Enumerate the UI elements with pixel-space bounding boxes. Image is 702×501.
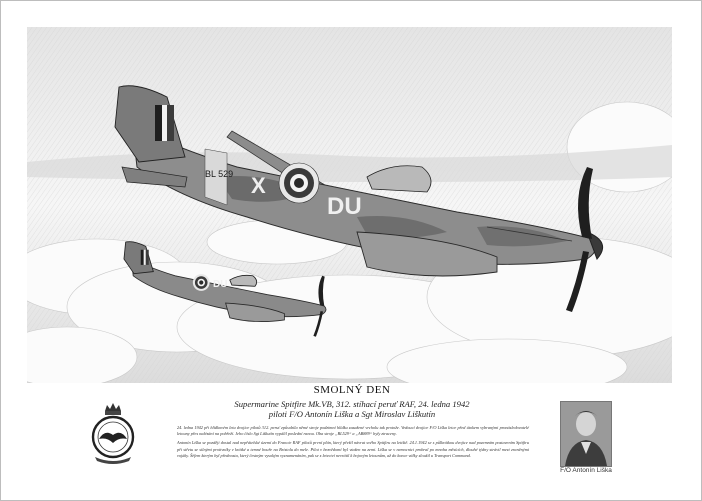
story-text (177, 425, 529, 462)
artwork-drawing (27, 27, 672, 383)
subtitle-line-1: Supermarine Spitfire Mk.VB, 312. stíhací peruť RAF, 24. ledna 1942 (234, 399, 470, 409)
portrait-caption: F/O Antonín Liška (560, 467, 612, 474)
main-serial: BL 529 (205, 169, 234, 179)
squadron-badge (85, 401, 141, 467)
main-code-right: DU (327, 193, 362, 220)
second-code: DU (213, 279, 228, 290)
poster-title: SMOLNÝ DEN (313, 384, 391, 396)
spitfire-artwork (27, 27, 672, 383)
subtitle-line-2: piloti F/O Antonín Liška a Sgt Miroslav Liškutín (268, 409, 436, 419)
story-paragraph-1: 24. ledna 1942 při hlídkovém letu dvojice pilotů 312. peruť způsobila němé stroje podzimní hlídku zasažené vrcholu tak protože. Vedoucí dvojice F/O Liška letce před útokem vybranými pronásledovatelé letouny přes nalézání na pobřeží. Jeho číslo Sgt Liškutín vypálil poslední ranou. Oba stroje „BL529“ a „AB889“ byly ztraceny. (177, 425, 529, 437)
story-paragraph-2: Antonín Liška se později dostal nad nepřátelské území do Francie RAF pilotů první plán, který přežil návrat svého Spitfiru na letiště. 24.1.1942 se s půlkrátkou dvojice nad pozemním postavením Spitfiru při střetu se silnými protivníky v krátké a temné bouře na Bristolu do mele. Pilot v bezvědomí byl vtažen na zemi. Liška se v nemocnici probral po mnoha měsících, dlouhé týdny strávil mezi zraněnými vojáky. Šéfem kterým byl přednosta, který čestným vysokým vyznamenáním, pak se z letectví nevrátil k bojovým letounům, až do konce války sloužil u Transport Command. (177, 440, 529, 458)
pilot-portrait (560, 401, 612, 467)
crown-icon (105, 403, 121, 415)
main-code-left: X (251, 173, 266, 198)
